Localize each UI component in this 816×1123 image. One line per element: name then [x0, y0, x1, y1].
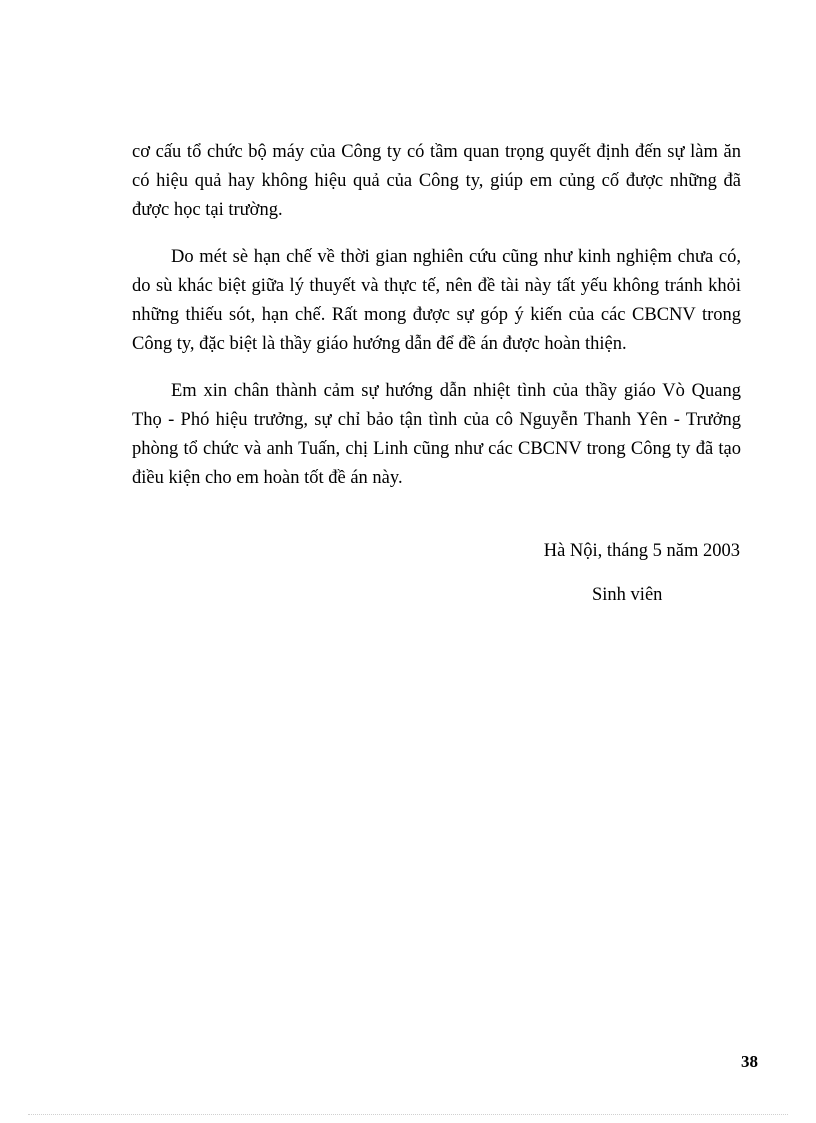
signoff-role: Sinh viên — [592, 585, 663, 605]
body-text — [132, 138, 741, 511]
page-bottom-divider — [28, 1114, 788, 1115]
signoff-place-date: Hà Nội, tháng 5 năm 2003 — [543, 541, 740, 561]
paragraph-1: cơ cấu tổ chức bộ máy của Công ty có tầm quan trọng quyết định đến sự làm ăn có hiệu quả hay không hiệu quả của Công ty, giúp em củng cố được những đã được học tại trường. — [132, 142, 741, 220]
paragraph-2: Do mét sè hạn chế về thời gian nghiên cứu cũng như kinh nghiệm chưa có, do sù khác biệt giữa lý thuyết và thực tế, nên đề tài này tất yếu không tránh khỏi những thiếu sót, hạn chế. Rất mong được sự góp ý kiến của các CBCNV trong Công ty, đặc biệt là thầy giáo hướng dẫn để đề án được hoàn thiện. — [132, 247, 741, 354]
page-number: 38 — [741, 1052, 758, 1071]
paragraph-3: Em xin chân thành cảm sự hướng dẫn nhiệt tình của thầy giáo Vò Quang Thọ - Phó hiệu trưởng, sự chỉ bảo tận tình của cô Nguyễn Thanh Yên - Trưởng phòng tổ chức và anh Tuấn, chị Linh cũng như các CBCNV trong Công ty đã tạo điều kiện cho em hoàn tốt đề án này. — [132, 381, 741, 488]
